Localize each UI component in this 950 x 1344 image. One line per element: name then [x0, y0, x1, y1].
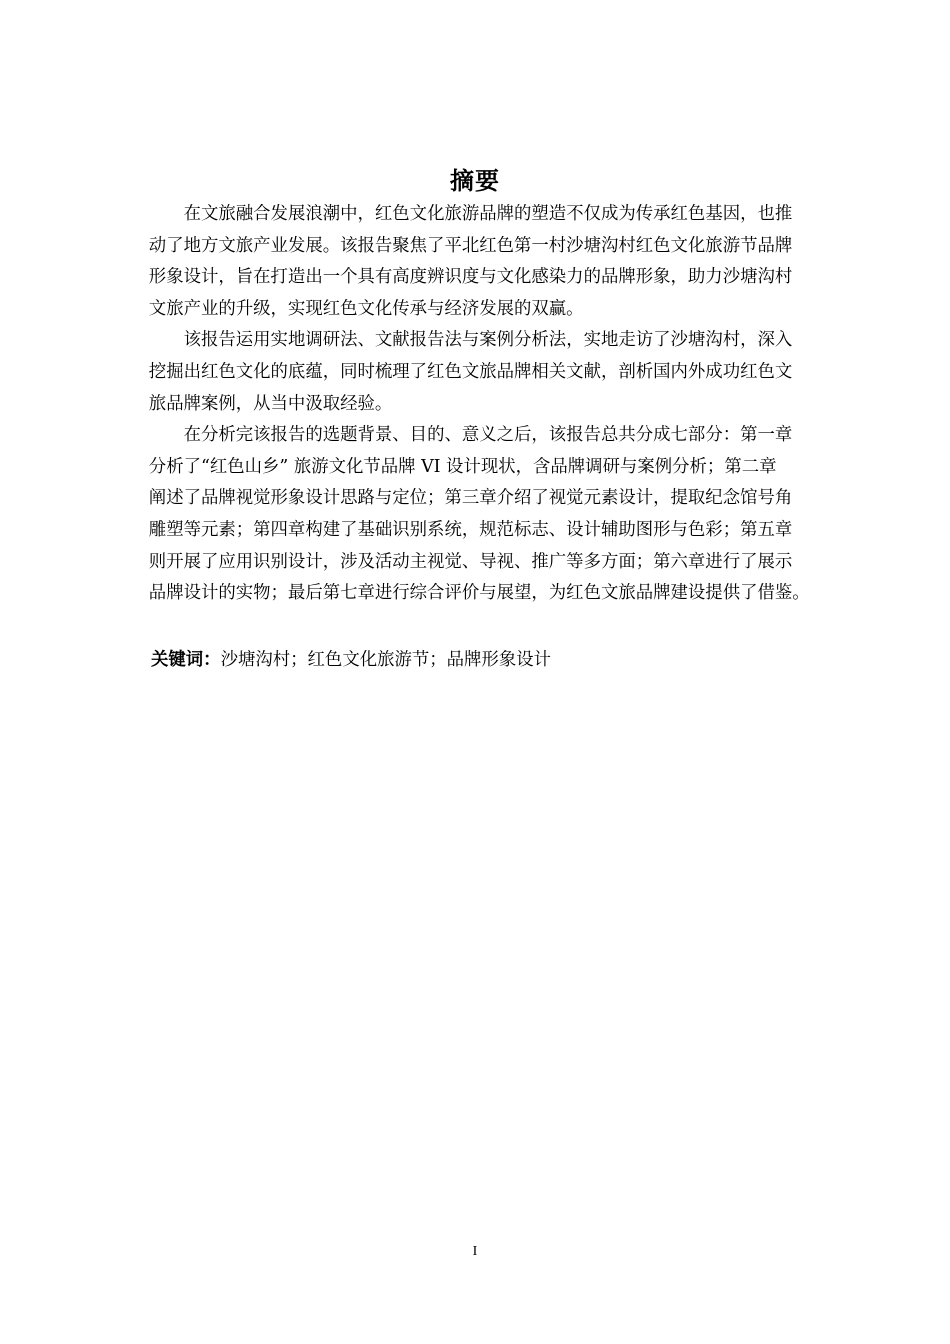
paragraph-line: 雕塑等元素；第四章构建了基础识别系统，规范标志、设计辅助图形与色彩；第五章 [148, 519, 793, 540]
paragraph-line: 旅品牌案例，从当中汲取经验。 [148, 393, 393, 414]
paragraph-line: 品牌设计的实物；最后第七章进行综合评价与展望，为红色文旅品牌建设提供了借鉴。 [148, 583, 810, 604]
paragraph-line: 文旅产业的升级，实现红色文化传承与经济发展的双赢。 [148, 298, 584, 319]
keywords-line [151, 645, 551, 677]
keywords-label: 关键词： [151, 650, 221, 670]
paragraph-3 [114, 420, 836, 610]
page-title: 摘要 [450, 167, 500, 195]
paragraph-line: 挖掘出红色文化的底蕴，同时梳理了红色文旅品牌相关文献，剖析国内外成功红色文 [148, 361, 793, 382]
paragraph-line: 形象设计，旨在打造出一个具有高度辨识度与文化感染力的品牌形象，助力沙塘沟村 [148, 267, 793, 288]
paragraph-line: 在分析完该报告的选题背景、目的、意义之后，该报告总共分成七部分：第一章 [183, 425, 793, 446]
paragraph-line: 动了地方文旅产业发展。该报告聚焦了平北红色第一村沙塘沟村红色文化旅游节品牌 [148, 235, 793, 256]
keywords-text: 沙塘沟村；红色文化旅游节；品牌形象设计 [220, 650, 552, 670]
paragraph-line: 在文旅融合发展浪潮中，红色文化旅游品牌的塑造不仅成为传承红色基因，也推 [183, 204, 793, 224]
paragraph-2 [114, 325, 836, 420]
paragraph-line: 分析了“红色山乡” 旅游文化节品牌 VI 设计现状，含品牌调研与案例分析；第二章 [148, 456, 777, 477]
paragraph-1 [114, 199, 836, 325]
paragraph-line: 该报告运用实地调研法、文献报告法与案例分析法，实地走访了沙塘沟村，深入 [183, 330, 793, 351]
paragraph-line: 阐述了品牌视觉形象设计思路与定位；第三章介绍了视觉元素设计，提取纪念馆号角 [148, 488, 793, 509]
paragraph-line: 则开展了应用识别设计，涉及活动主视觉、导视、推广等多方面；第六章进行了展示 [148, 551, 793, 572]
abstract-body [114, 199, 836, 610]
page-number: I [472, 1244, 478, 1259]
